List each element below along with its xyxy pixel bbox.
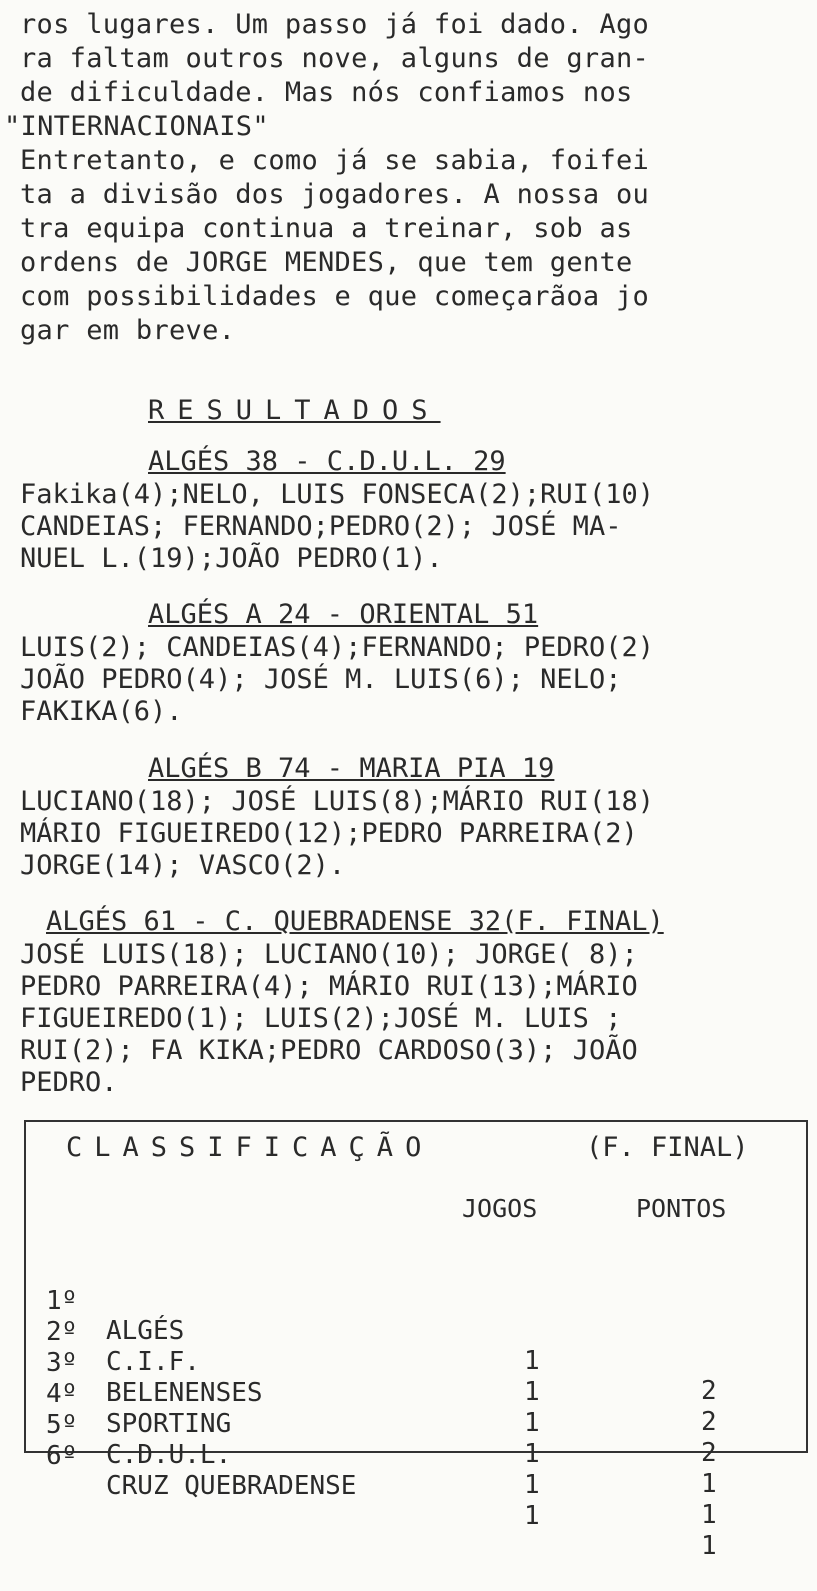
game-result: [20, 445, 815, 575]
team-name: ALGÉS: [106, 1316, 185, 1346]
intro-line: de dificuldade. Mas nós confiamos nos: [20, 77, 633, 108]
intro-line: "INTERNACIONAIS": [4, 111, 269, 142]
games-played: 1: [524, 1501, 540, 1531]
game-scorers: RUI(2); FA KIKA;PEDRO CARDOSO(3); JOÃO: [20, 1035, 638, 1066]
game-scorers: JOÃO PEDRO(4); JOSÉ M. LUIS(6); NELO;: [20, 664, 622, 695]
game-result: [20, 752, 815, 882]
column-header-jogos: JOGOS: [462, 1194, 538, 1223]
game-scorers: Fakika(4);NELO, LUIS FONSECA(2);RUI(10): [20, 479, 654, 510]
game-result: [20, 905, 815, 1099]
position: 1º: [46, 1286, 78, 1316]
points: 1: [701, 1469, 717, 1499]
position: 5º: [46, 1410, 78, 1440]
game-scorers: MÁRIO FIGUEIREDO(12);PEDRO PARREIRA(2): [20, 818, 638, 849]
points: 2: [701, 1438, 717, 1468]
game-title: ALGÉS 61 - C. QUEBRADENSE 32(F. FINAL): [46, 906, 664, 937]
intro-line: Entretanto, e como já se sabia, foifei: [20, 145, 650, 176]
game-scorers: JORGE(14); VASCO(2).: [20, 850, 346, 881]
game-scorers: PEDRO PARREIRA(4); MÁRIO RUI(13);MÁRIO: [20, 971, 638, 1002]
intro-line: com possibilidades e que começarãoa jo: [20, 281, 650, 312]
game-title: ALGÉS 38 - C.D.U.L. 29: [148, 446, 506, 477]
points: 1: [701, 1500, 717, 1530]
intro-paragraph: [4, 8, 810, 348]
games-played: 1: [524, 1470, 540, 1500]
games-played: 1: [524, 1439, 540, 1469]
classification-subtitle: (F. FINAL): [586, 1132, 749, 1163]
game-scorers: CANDEIAS; FERNANDO;PEDRO(2); JOSÉ MA-: [20, 511, 622, 542]
team-name: C.D.U.L.: [106, 1440, 232, 1470]
intro-line: gar em breve.: [20, 315, 236, 346]
column-header-pontos: PONTOS: [636, 1194, 727, 1223]
game-scorers: NUEL L.(19);JOÃO PEDRO(1).: [20, 543, 443, 574]
points: 2: [701, 1376, 717, 1406]
game-result: [20, 598, 815, 728]
intro-line: ros lugares. Um passo já foi dado. Ago: [20, 9, 650, 40]
game-title: ALGÉS A 24 - ORIENTAL 51: [148, 599, 539, 630]
team-name: SPORTING: [106, 1409, 232, 1439]
intro-line: ra faltam outros nove, alguns de gran-: [20, 43, 650, 74]
intro-line: ordens de JORGE MENDES, que tem gente: [20, 247, 633, 278]
game-scorers: JOSÉ LUIS(18); LUCIANO(10); JORGE( 8);: [20, 939, 638, 970]
position: 2º: [46, 1317, 78, 1347]
team-name: C.I.F.: [106, 1347, 200, 1377]
games-played: 1: [524, 1377, 540, 1407]
results-heading: RESULTADOS: [148, 395, 441, 426]
position: 3º: [46, 1348, 78, 1378]
classification-table: [24, 1120, 808, 1561]
games-played: 1: [524, 1346, 540, 1376]
position: 6º: [46, 1441, 78, 1471]
points: 2: [701, 1407, 717, 1437]
game-scorers: FIGUEIREDO(1); LUIS(2);JOSÉ M. LUIS ;: [20, 1003, 622, 1034]
game-scorers: PEDRO.: [20, 1067, 118, 1098]
game-scorers: FAKIKA(6).: [20, 696, 183, 727]
classification-title: CLASSIFICAÇÃO: [66, 1132, 434, 1163]
team-name: CRUZ QUEBRADENSE: [106, 1471, 357, 1501]
points: 1: [701, 1531, 717, 1561]
intro-line: ta a divisão dos jogadores. A nossa ou: [20, 179, 650, 210]
game-scorers: LUCIANO(18); JOSÉ LUIS(8);MÁRIO RUI(18): [20, 786, 654, 817]
games-played: 1: [524, 1408, 540, 1438]
team-name: BELENENSES: [106, 1378, 263, 1408]
game-title: ALGÉS B 74 - MARIA PIA 19: [148, 753, 555, 784]
position: 4º: [46, 1379, 78, 1409]
game-scorers: LUIS(2); CANDEIAS(4);FERNANDO; PEDRO(2): [20, 632, 654, 663]
intro-line: tra equipa continua a treinar, sob as: [20, 213, 633, 244]
